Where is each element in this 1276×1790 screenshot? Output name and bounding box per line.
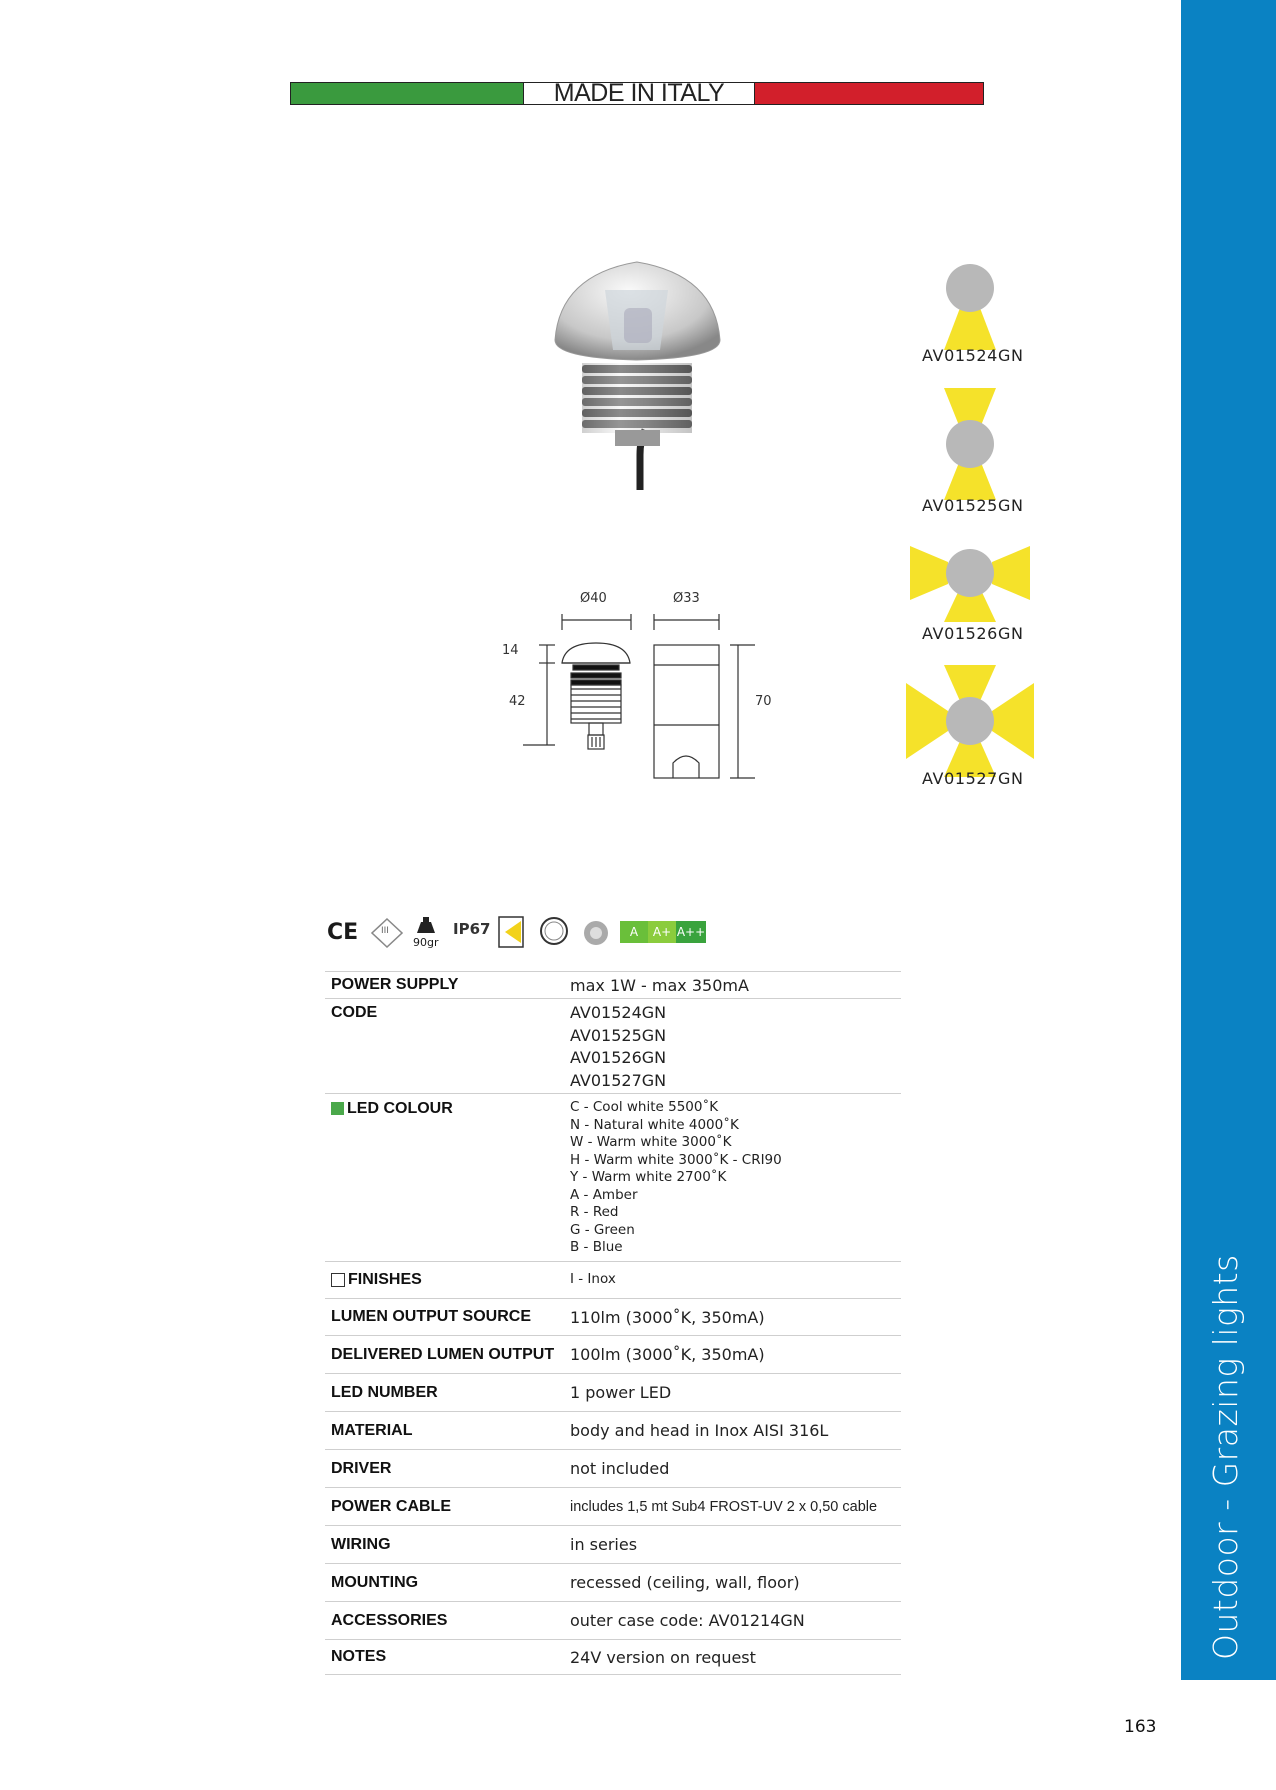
green-square-icon [331,1102,344,1115]
ce-mark-icon: CE [327,920,359,945]
product-photo [550,250,730,495]
led-colour-item: G - Green [570,1221,635,1238]
section-title-vertical [1181,1140,1276,1680]
spec-row-led-colour [325,1093,901,1261]
weight-icon [413,916,439,934]
spec-row-mounting [325,1563,901,1601]
beam-four-way-icon [900,665,1040,777]
class-label: III [381,926,389,936]
total-height-label: 70 [755,694,772,709]
spec-value: includes 1,5 mt Sub4 FROST-UV 2 x 0,50 cable [570,1498,878,1515]
section-title: Outdoor - Grazing lights [1205,1254,1245,1660]
empty-square-icon [331,1273,345,1287]
spec-label: DELIVERED LUMEN OUTPUT [331,1345,555,1363]
spec-row-wiring [325,1525,901,1563]
energy-class-badge [620,921,706,943]
ip-rating-icon: IP67 [453,920,491,938]
spec-label: ACCESSORIES [331,1611,448,1629]
spec-value: 100lm (3000˚K, 350mA) [570,1345,765,1364]
body-height-label: 42 [509,694,526,709]
spec-value: 24V version on request [570,1647,756,1667]
code-item: AV01526GN [570,1048,667,1067]
led-colour-item: R - Red [570,1204,619,1220]
spec-value: in series [570,1535,638,1554]
body-diameter-label: Ø33 [673,591,700,606]
spec-value: recessed (ceiling, wall, floor) [570,1573,800,1592]
banner-text: MADE IN ITALY [524,83,755,104]
head-height-label: 14 [502,643,519,658]
flag-red-band [755,83,983,104]
spec-label: DRIVER [331,1459,392,1477]
spec-label: CODE [331,1004,378,1021]
beam-one-way-icon [900,258,1040,350]
led-colour-item: B - Blue [570,1239,623,1255]
spec-value: not included [570,1459,670,1478]
led-icon [581,918,611,948]
spec-value: I - Inox [570,1271,616,1288]
beam-code: AV01526GN [922,624,1024,643]
energy-class-a-plus: A+ [648,921,676,943]
head-diameter-label: Ø40 [580,591,607,606]
spec-value: max 1W - max 350mA [570,975,749,995]
spec-table [325,971,901,1675]
spec-label: NOTES [331,1648,387,1665]
spec-value: body and head in Inox AISI 316L [570,1421,829,1440]
spec-row-code [325,998,901,1093]
certification-icons [325,912,715,954]
beam-variant-2 [900,388,1040,518]
spec-label: MATERIAL [331,1421,413,1439]
spec-label: LUMEN OUTPUT SOURCE [331,1308,531,1325]
spec-row-accessories [325,1601,901,1639]
spec-row-lumen-delivered [325,1335,901,1373]
led-colour-item: C - Cool white 5500˚K [570,1099,719,1115]
spec-label: FINISHES [348,1271,422,1288]
beam-variant-3 [900,536,1040,646]
beam-variant-1 [900,258,1040,368]
spec-row-lumen-source [325,1298,901,1335]
spec-label-group [325,1271,570,1289]
spec-row-material [325,1411,901,1449]
spec-value [570,1002,901,1093]
beam-code: AV01527GN [922,769,1024,788]
beam-two-way-icon [900,388,1040,500]
spec-row-led-number [325,1373,901,1411]
made-in-italy-banner [290,79,984,107]
code-item: AV01525GN [570,1025,667,1045]
spec-row-finishes [325,1261,901,1298]
rotation-icon [537,914,571,948]
energy-class-a: A [620,921,648,943]
weight-label: 90gr [413,936,439,949]
spec-label: LED NUMBER [331,1383,438,1401]
spec-row-power-cable [325,1487,901,1525]
beam-three-way-icon [900,536,1040,622]
flag-green-band [291,83,524,104]
led-colour-item: W - Warm white 3000˚K [570,1134,732,1150]
beam-code: AV01524GN [922,346,1024,365]
spec-row-driver [325,1449,901,1487]
beam-code: AV01525GN [922,496,1024,515]
spec-label-group [325,1099,570,1261]
spec-value: 1 power LED [570,1383,672,1402]
dimension-drawing [495,585,785,785]
light-direction-icon [497,915,525,949]
led-colour-item: A - Amber [570,1186,638,1203]
spec-label: POWER CABLE [331,1497,451,1515]
energy-class-a-plus-plus: A++ [676,921,706,943]
code-item: AV01524GN [570,1003,667,1022]
spec-value: outer case code: AV01214GN [570,1611,805,1630]
led-colour-item: N - Natural white 4000˚K [570,1116,739,1133]
beam-variant-4 [900,665,1040,795]
spec-label: LED COLOUR [347,1100,453,1117]
spec-row-notes [325,1639,901,1675]
spec-value: 110lm (3000˚K, 350mA) [570,1307,765,1327]
spec-label: POWER SUPPLY [331,976,459,993]
spec-label: MOUNTING [331,1573,419,1591]
led-colour-item: H - Warm white 3000˚K - CRI90 [570,1151,782,1168]
spec-row-power-supply [325,971,901,998]
technical-drawing [495,585,785,785]
led-colour-item: Y - Warm white 2700˚K [570,1169,727,1185]
page-number: 163 [1124,1717,1157,1737]
code-item: AV01527GN [570,1070,667,1090]
spec-label: WIRING [331,1535,391,1553]
spec-value [570,1099,901,1261]
